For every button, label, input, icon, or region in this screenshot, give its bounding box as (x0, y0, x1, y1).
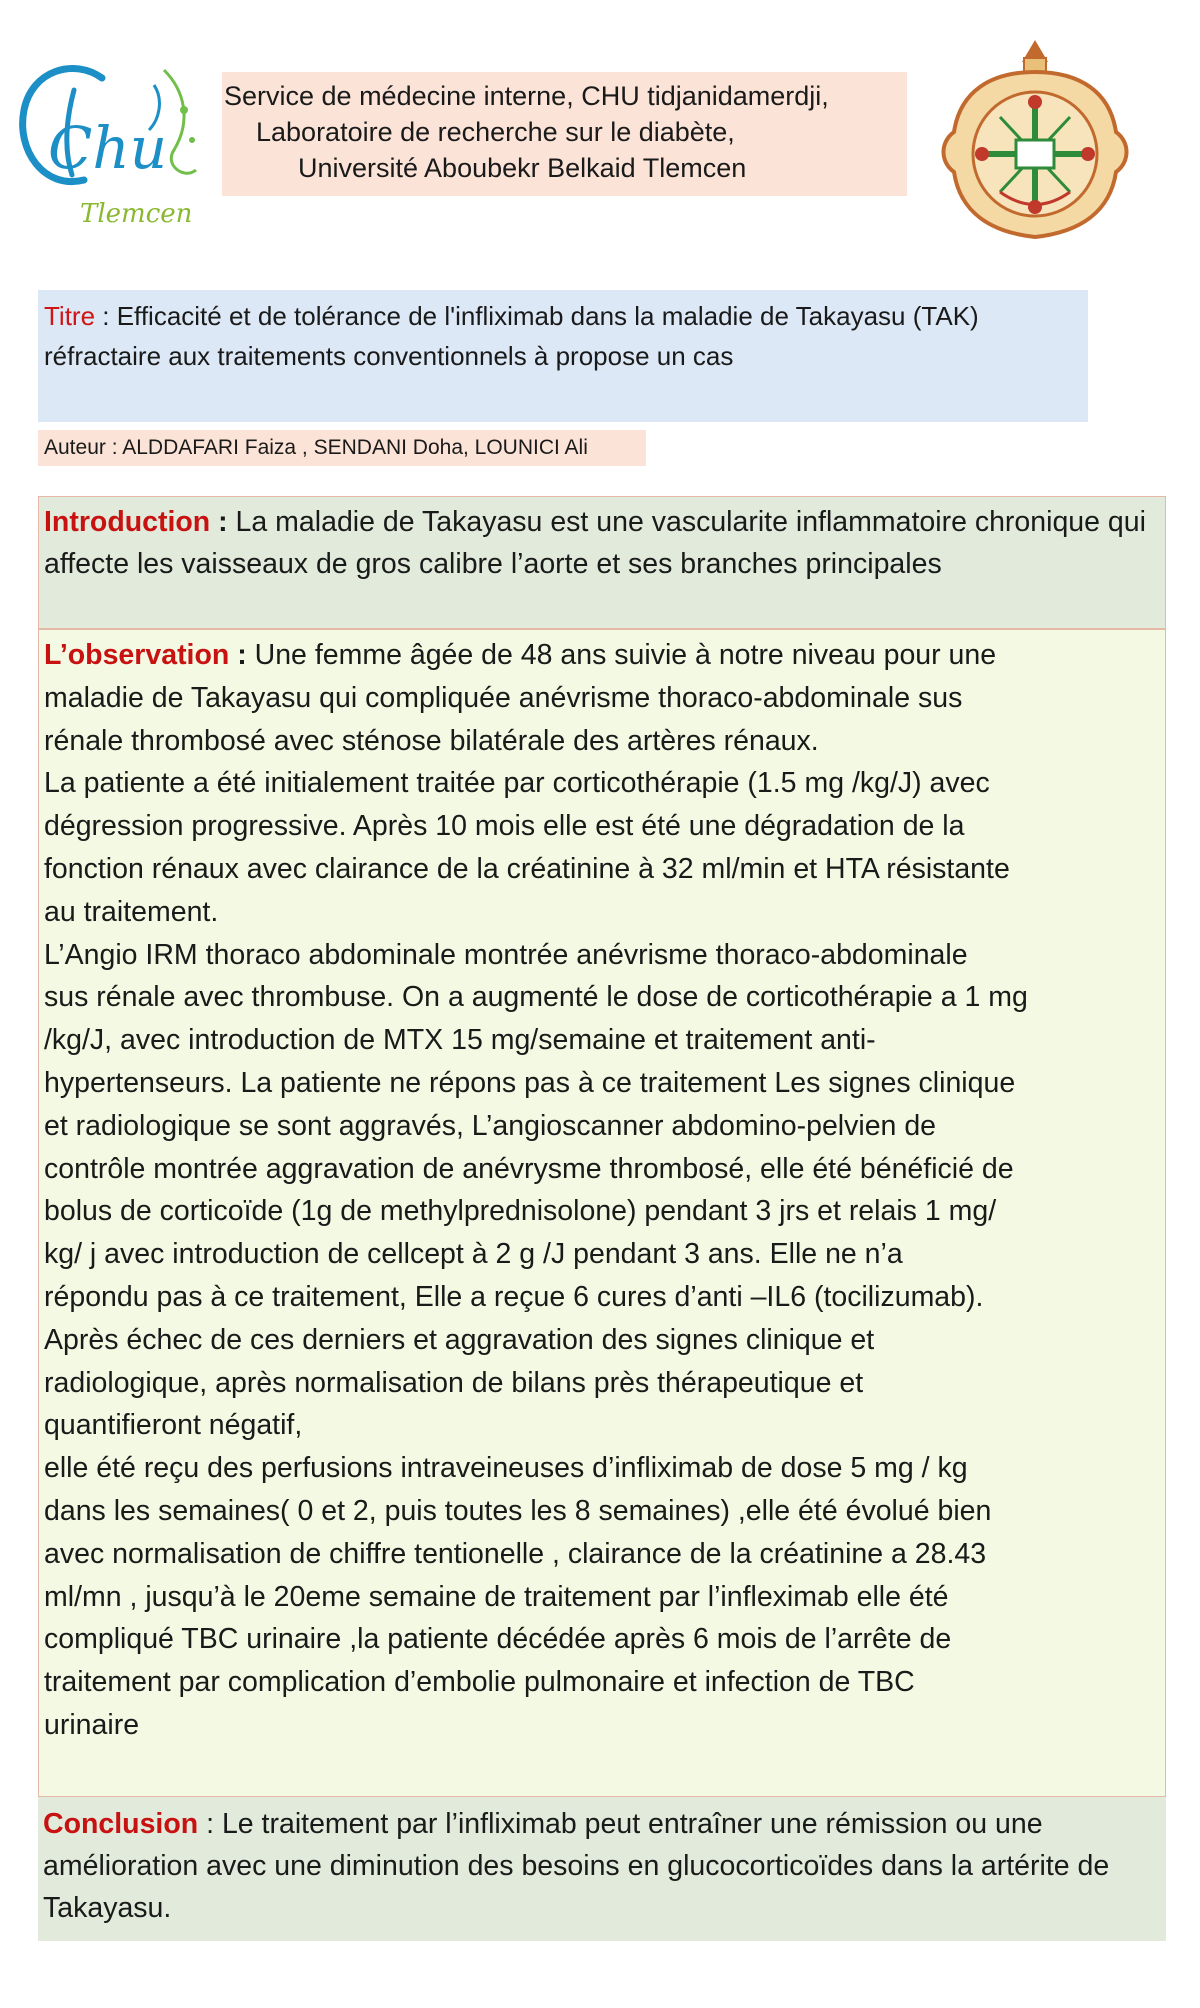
observation-line: kg/ j avec introduction de cellcept à 2 g /J pendant 3 ans. Elle ne n’a (44, 1238, 903, 1271)
observation-line: L’Angio IRM thoraco abdominale montrée anévrisme thoraco-abdominale (44, 938, 968, 971)
observation-line: /kg/J, avec introduction de MTX 15 mg/semaine et traitement anti- (44, 1024, 876, 1057)
introduction-section (38, 496, 1166, 629)
observation-line: Après échec de ces derniers et aggravation des signes clinique et (44, 1323, 875, 1356)
observation-line: compliqué TBC urinaire ,la patiente décédée après 6 mois de l’arrête de (44, 1623, 952, 1656)
introduction-label: Introduction (44, 506, 211, 538)
institution-line-3: Université Aboubekr Belkaid Tlemcen (298, 153, 747, 183)
observation-line: bolus de corticoïde (1g de methylprednisolone) pendant 3 jrs et relais 1 mg/ (44, 1195, 997, 1228)
author-text: Auteur : ALDDAFARI Faiza , SENDANI Doha, LOUNICI Ali (44, 436, 588, 459)
conclusion-label: Conclusion (43, 1808, 199, 1840)
observation-line: hypertenseurs. La patiente ne répons pas à ce traitement Les signes clinique (44, 1066, 1016, 1099)
observation-separator: : (229, 639, 255, 671)
conclusion-text: Le traitement par l’infliximab peut entraîner une rémission ou une amélioration avec une diminution des besoins en glucocorticoïdes dans la artérite de Takayasu. (43, 1808, 1110, 1924)
title-separator: : (95, 301, 117, 331)
introduction-text: La maladie de Takayasu est une vascularite inflammatoire chronique qui affecte les vaisseaux de gros calibre l’aorte et ses branches principales (44, 506, 1146, 580)
observation-line: ml/mn , jusqu’à le 20eme semaine de traitement par l’infleximab elle été (44, 1580, 949, 1613)
observation-line: au traitement. (44, 895, 219, 928)
observation-line: urinaire (44, 1708, 140, 1741)
logo-chu-text: Chu (48, 114, 168, 182)
observation-line: dans les semaines( 0 et 2, puis toutes les 8 semaines) ,elle été évolué bien (44, 1494, 992, 1527)
conclusion-section (38, 1797, 1166, 1941)
observation-line: sus rénale avec thrombuse. On a augmenté le dose de corticothérapie a 1 mg (44, 981, 1028, 1014)
observation-line: rénale thrombosé avec sténose bilatérale des artères rénaux. (44, 724, 819, 757)
observation-line: La patiente a été initialement traitée par corticothérapie (1.5 mg /kg/J) avec (44, 767, 990, 800)
observation-line: traitement par complication d’embolie pulmonaire et infection de TBC (44, 1666, 915, 1699)
institution-line-2: Laboratoire de recherche sur le diabète, (256, 117, 735, 147)
author-box (38, 430, 646, 466)
institution-box (222, 72, 907, 196)
observation-line: elle été reçu des perfusions intraveineuses d’infliximab de dose 5 mg / kg (44, 1452, 968, 1485)
observation-first-line (44, 634, 1160, 677)
observation-line: radiologique, après normalisation de bilans près thérapeutique et (44, 1366, 864, 1399)
observation-line: fonction rénaux avec clairance de la créatinine à 32 ml/min et HTA résistante (44, 852, 1010, 885)
observation-line: dégression progressive. Après 10 mois elle est été une dégradation de la (44, 810, 965, 843)
introduction-separator: : (210, 506, 236, 538)
observation-first-line-text: Une femme âgée de 48 ans suivie à notre niveau pour une (254, 639, 997, 671)
title-text: Efficacité et de tolérance de l'infliximab dans la maladie de Takayasu (TAK) réfractaire aux traitements conventionnels à propose un cas (44, 301, 979, 371)
conclusion-separator: : (198, 1808, 222, 1840)
institution-line-1: Service de médecine interne, CHU tidjanidamerdji, (224, 81, 829, 111)
university-emblem (930, 32, 1140, 252)
observation-line: avec normalisation de chiffre tentionelle , clairance de la créatinine a 28.43 (44, 1537, 987, 1570)
logo-tlemcen-text: Tlemcen (80, 199, 193, 229)
title-label: Titre (44, 301, 96, 331)
observation-line: contrôle montrée aggravation de anévrysme thrombosé, elle été bénéficié de (44, 1152, 1014, 1185)
chu-tlemcen-logo (14, 50, 214, 235)
observation-line: quantifieront négatif, (44, 1409, 303, 1442)
observation-line: et radiologique se sont aggravés, L’angioscanner abdomino-pelvien de (44, 1109, 937, 1142)
observation-line: maladie de Takayasu qui compliquée anévrisme thoraco-abdominale sus (44, 681, 963, 714)
observation-section (38, 629, 1166, 1797)
observation-line: répondu pas à ce traitement, Elle a reçue 6 cures d’anti –IL6 (tocilizumab). (44, 1280, 984, 1313)
observation-label: L’observation (44, 639, 230, 671)
title-box (38, 290, 1088, 422)
